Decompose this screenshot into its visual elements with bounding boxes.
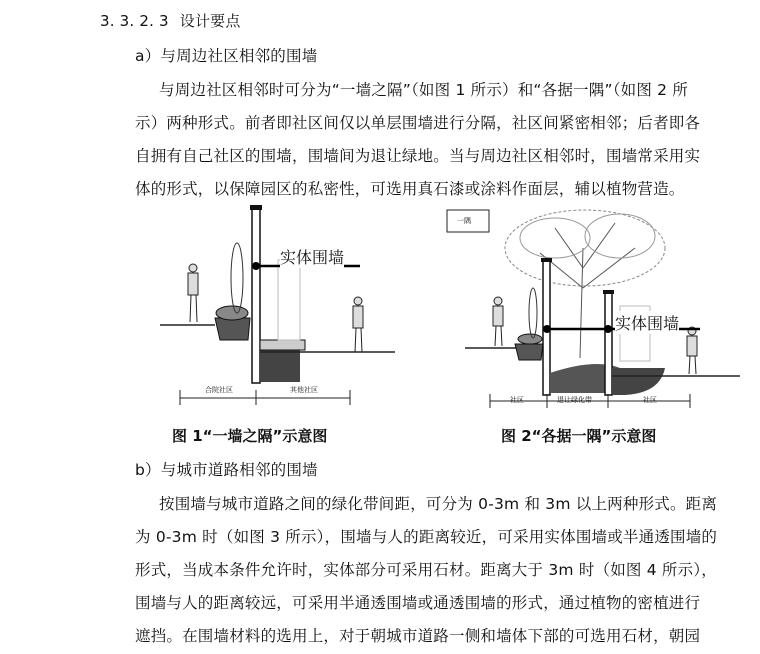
subheading-b: b）与城市道路相邻的围墙 bbox=[135, 461, 318, 479]
figure-1-caption: 图 1“一墙之隔”示意图 bbox=[172, 427, 328, 445]
figure-1-drawing bbox=[160, 200, 400, 415]
paragraph-a-line-4: 体的形式，以保障园区的私密性，可选用真石漆或涂料作面层，辅以植物营造。 bbox=[135, 180, 685, 198]
section-title: 设计要点 bbox=[179, 12, 241, 30]
figure-2-callout: 实体围墙 bbox=[615, 311, 679, 334]
paragraph-a-line-3: 自拥有自己社区的围墙，围墙间为退让绿地。当与周边社区相邻时，围墙常采用实 bbox=[135, 147, 701, 165]
paragraph-b-line-3: 形式，当成本条件允许时，实体部分可采用石材。距离大于 3m 时（如图 4 所示）， bbox=[135, 561, 717, 579]
section-heading bbox=[100, 10, 241, 31]
paragraph-b-line-2: 为 0-3m 时（如图 3 所示），围墙与人的距离较近，可采用实体围墙或半通透围墙的 bbox=[135, 528, 718, 546]
figure-2-right-zone-label: 社区 bbox=[643, 396, 657, 404]
figure-2 bbox=[445, 208, 745, 418]
figure-2-tag: 一隅 bbox=[457, 217, 471, 225]
subheading-a: a）与周边社区相邻的围墙 bbox=[135, 47, 318, 65]
paragraph-a-line-1: 与周边社区相邻时可分为“一墙之隔”（如图 1 所示）和“各据一隅”（如图 2 所 bbox=[159, 81, 689, 99]
figure-1-right-zone-label: 其他社区 bbox=[290, 386, 318, 394]
figure-1-left-zone-label: 合院社区 bbox=[205, 386, 233, 394]
paragraph-b-line-5: 遮挡。在围墙材料的选用上，对于朝城市道路一侧和墙体下部的可选用石材，朝园 bbox=[135, 627, 701, 645]
paragraph-a-line-2: 示）两种形式。前者即社区间仅以单层围墙进行分隔，社区间紧密相邻；后者即各 bbox=[135, 114, 701, 132]
figure-2-drawing bbox=[445, 208, 745, 418]
figure-1-callout: 实体围墙 bbox=[280, 245, 344, 268]
figure-2-left-zone-label: 社区 bbox=[510, 396, 524, 404]
figure-1 bbox=[160, 200, 400, 415]
paragraph-b-line-1: 按围墙与城市道路之间的绿化带间距，可分为 0-3m 和 3m 以上两种形式。距离 bbox=[159, 495, 718, 513]
figure-2-caption: 图 2“各据一隅”示意图 bbox=[501, 427, 657, 445]
section-number: 3. 3. 2. 3 bbox=[100, 12, 169, 30]
paragraph-b-line-4: 围墙与人的距离较远，可采用半通透围墙或通透围墙的形式，通过植物的密植进行 bbox=[135, 594, 701, 612]
figure-2-middle-zone-label: 退让绿化带 bbox=[557, 396, 592, 404]
